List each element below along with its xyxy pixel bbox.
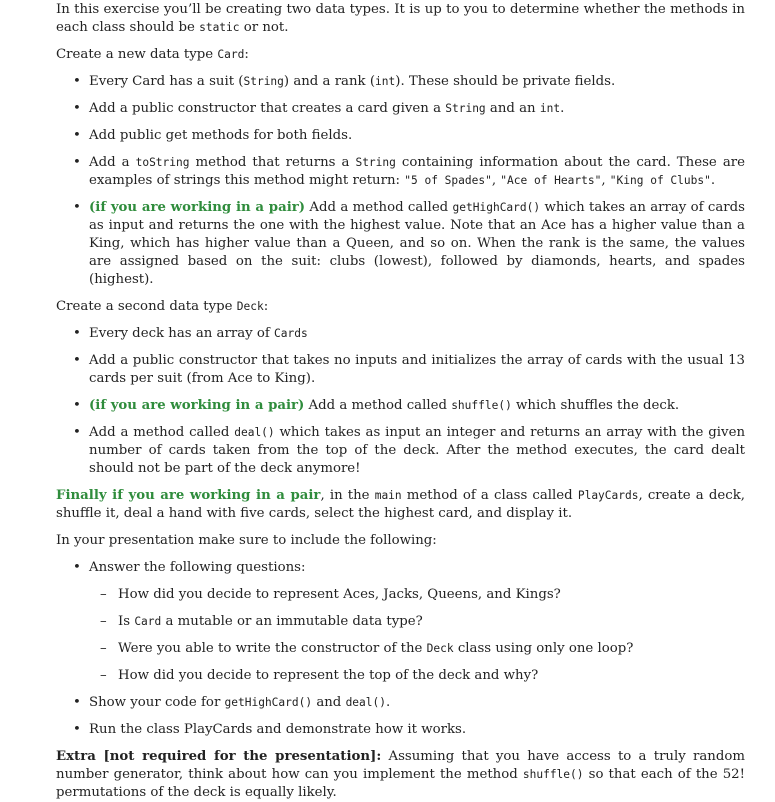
list-item xyxy=(56,352,745,388)
code: Card xyxy=(134,615,162,628)
code: toString xyxy=(135,156,190,169)
text: Every Card has a suit ( xyxy=(89,74,244,89)
text: Every deck has an array of xyxy=(89,326,275,341)
card-requirements-list xyxy=(56,73,745,289)
code: String xyxy=(355,156,396,169)
question-item xyxy=(56,586,745,604)
list-item xyxy=(56,199,745,289)
code: getHighCard() xyxy=(452,201,541,214)
extra-label: Extra [not required for the presentation]: xyxy=(56,749,382,764)
code: int xyxy=(539,102,561,115)
text: ) and a rank ( xyxy=(283,74,376,89)
text: Add a xyxy=(89,155,136,170)
text: Run the class PlayCards and demonstrate how it works. xyxy=(89,722,467,737)
list-item xyxy=(56,721,745,739)
deck-requirements-list xyxy=(56,325,745,478)
text: method that returns a xyxy=(189,155,356,170)
text: method of a class called xyxy=(401,488,578,503)
text: so that each of the 52! permutations of the deck is equally likely. xyxy=(56,767,745,800)
code: Cards xyxy=(274,327,308,340)
text: Create a second data type xyxy=(56,299,237,314)
presentation-heading: In your presentation make sure to include the following: xyxy=(56,533,437,548)
assignment-document xyxy=(56,0,745,802)
text: which takes an array of cards as input and returns the one with the highest value. Note that an Ace has a higher value than a King, which has higher value than a Queen, and so on. When the rank is the same, the values are assigned based on the suit: clubs (lowest), followed by diamonds, hearts, and spades (highest). xyxy=(89,200,746,287)
text: . xyxy=(385,695,391,710)
list-item xyxy=(56,325,745,343)
text: Add a method called xyxy=(305,200,453,215)
list-item xyxy=(56,694,745,712)
question-item xyxy=(56,640,745,658)
extra-paragraph xyxy=(56,748,745,802)
code: PlayCards xyxy=(577,489,639,502)
text: Answer the following questions: xyxy=(89,560,306,575)
code: static xyxy=(199,21,240,34)
list-item xyxy=(56,127,745,145)
code: Card xyxy=(217,48,245,61)
text: ). These should be private fields. xyxy=(395,74,616,89)
code: deal() xyxy=(234,426,275,439)
text: Add a public constructor that creates a card given a xyxy=(89,101,446,116)
text: and an xyxy=(485,101,540,116)
text: class using only one loop? xyxy=(453,641,634,656)
code: main xyxy=(374,489,402,502)
text: Show your code for xyxy=(89,695,225,710)
code: String xyxy=(243,75,284,88)
code: Deck xyxy=(426,642,454,655)
pair-note: Finally if you are working in a pair xyxy=(56,488,321,503)
text: a mutable or an immutable data type? xyxy=(161,614,423,629)
text: : xyxy=(244,47,249,62)
code: int xyxy=(375,75,396,88)
text: Is xyxy=(118,614,135,629)
pair-note: (if you are working in a pair) xyxy=(89,200,306,215)
finally-paragraph xyxy=(56,487,745,523)
text: which shuffles the deck. xyxy=(511,398,680,413)
list-item xyxy=(56,154,745,190)
text: and xyxy=(312,695,346,710)
text: , xyxy=(601,173,610,188)
code: String xyxy=(445,102,486,115)
card-section-heading xyxy=(56,46,745,64)
text: How did you decide to represent Aces, Jacks, Queens, and Kings? xyxy=(118,587,561,602)
intro-paragraph xyxy=(56,1,745,37)
question-item xyxy=(56,613,745,631)
text: : xyxy=(263,299,269,314)
code: shuffle() xyxy=(522,768,584,781)
text: Were you able to write the constructor of the xyxy=(118,641,427,656)
text: , create a deck, shuffle it, deal a hand with five cards, select the highest card, and display it. xyxy=(56,488,745,521)
text: , xyxy=(491,173,501,188)
text: In this exercise you’ll be creating two data types. It is up to you to determine whether the methods in each class should be xyxy=(56,2,745,35)
code: Deck xyxy=(236,300,264,313)
text: . xyxy=(710,173,716,188)
list-item xyxy=(56,73,745,91)
code: "5 of Spades" xyxy=(404,174,492,187)
question-item xyxy=(56,667,745,685)
code: "King of Clubs" xyxy=(609,174,711,187)
text: Create a new data type xyxy=(56,47,218,62)
questions-list xyxy=(89,586,745,685)
code: deal() xyxy=(345,696,386,709)
pair-note: (if you are working in a pair) xyxy=(89,398,305,413)
text: Add a method called xyxy=(89,425,235,440)
text: Add a public constructor that takes no inputs and initializes the array of cards with the usual 13 cards per suit (from Ace to King). xyxy=(89,353,745,386)
presentation-list xyxy=(56,559,745,739)
text: , in the xyxy=(320,488,375,503)
text: or not. xyxy=(239,20,289,35)
text: Assuming that you have access to a truly random number generator, think about how can you implement the method xyxy=(56,749,745,782)
code: getHighCard() xyxy=(224,696,313,709)
deck-section-heading xyxy=(56,298,745,316)
text: which takes as input an integer and returns an array with the given number of cards taken from the top of the deck. After the method executes, the card dealt should not be part of the deck anymore! xyxy=(89,425,746,476)
text: How did you decide to represent the top of the deck and why? xyxy=(118,668,539,683)
code: "Ace of Hearts" xyxy=(500,174,602,187)
list-item xyxy=(56,424,745,478)
text: Add a method called xyxy=(304,398,452,413)
text: containing information about the card. These are examples of strings this method might return: xyxy=(89,155,745,188)
list-item xyxy=(56,559,745,685)
code: shuffle() xyxy=(451,399,512,412)
list-item xyxy=(56,100,745,118)
list-item xyxy=(56,397,745,415)
text: Add public get methods for both fields. xyxy=(89,128,353,143)
text: . xyxy=(560,101,565,116)
